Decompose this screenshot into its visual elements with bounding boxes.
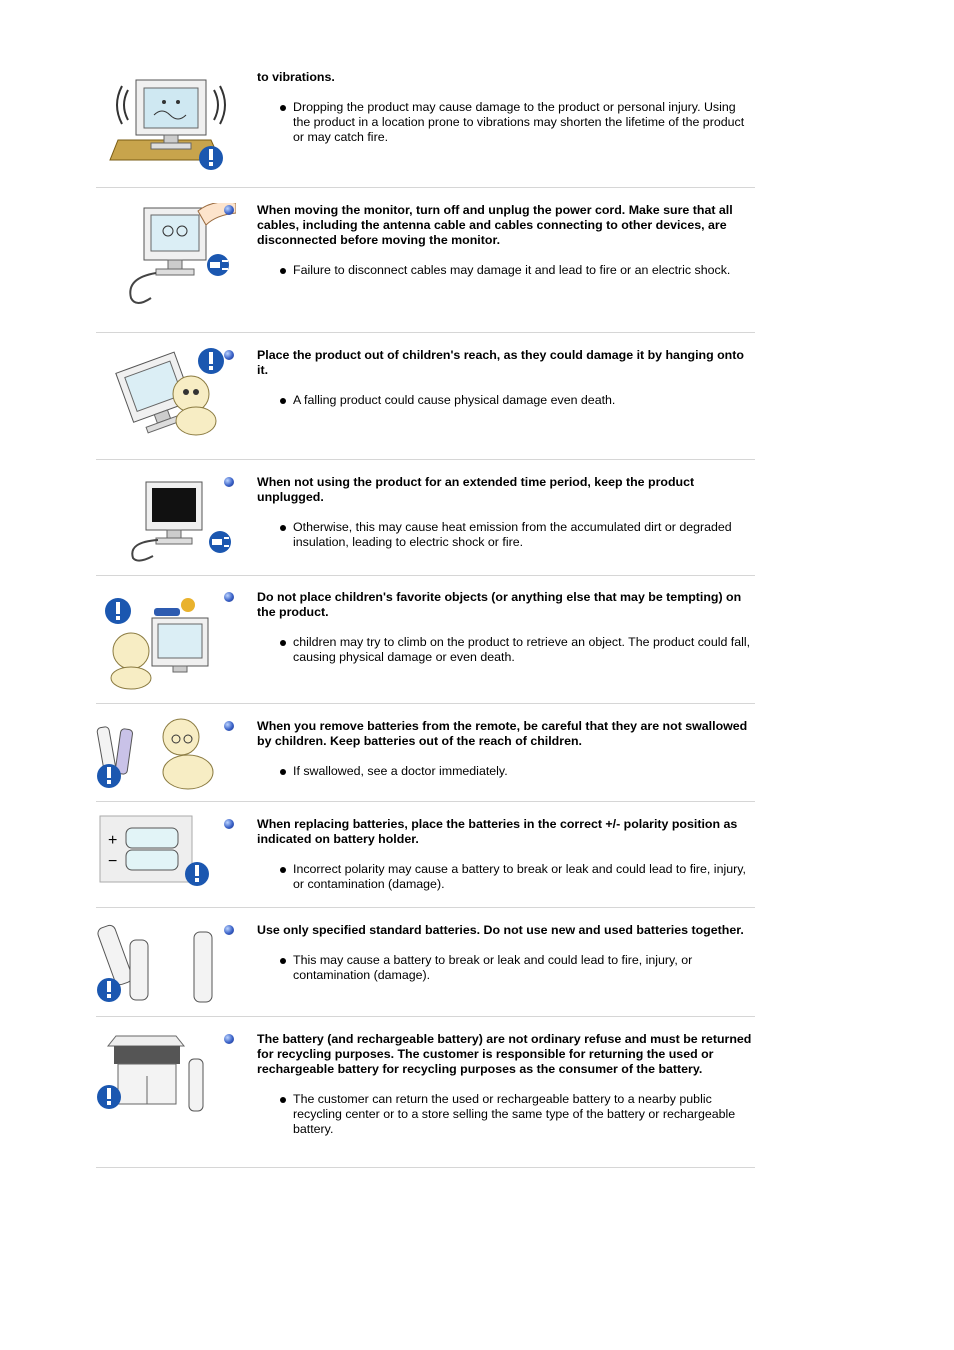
list-item: children may try to climb on the product to retrieve an object. The product could fall, causing physical damage or even death. — [293, 635, 755, 665]
battery-recycling-illustration — [96, 1031, 236, 1116]
unplug-icon — [209, 531, 231, 553]
section-moving-monitor — [96, 188, 755, 333]
section-standard-batteries — [96, 908, 755, 1017]
vibrating-monitor-illustration — [96, 70, 236, 180]
heading-bullet-icon — [224, 819, 234, 829]
section-text — [240, 923, 755, 983]
heading-bullet-icon — [224, 205, 234, 215]
section-unplugged — [96, 460, 755, 576]
section-children-reach — [96, 333, 755, 460]
section-bullets — [240, 862, 755, 892]
heading-bullet-icon — [224, 477, 234, 487]
section-battery-recycling — [96, 1017, 755, 1168]
section-bullets — [240, 1092, 755, 1137]
safety-instructions — [96, 70, 755, 1168]
child-hanging-monitor-illustration — [96, 346, 236, 441]
section-tempting-objects — [96, 576, 755, 704]
section-text — [240, 475, 755, 550]
heading-bullet-icon — [224, 925, 234, 935]
section-text — [240, 70, 755, 145]
section-bullets — [240, 100, 755, 145]
section-heading: When you remove batteries from the remote, be careful that they are not swallowed by children. Keep batteries out of the reach of children. — [257, 719, 748, 748]
section-bullets — [240, 635, 755, 665]
section-heading: Use only specified standard batteries. Do not use new and used batteries together. — [257, 923, 744, 937]
list-item: A falling product could cause physical damage even death. — [293, 393, 755, 408]
heading-bullet-icon — [224, 721, 234, 731]
section-text — [240, 1032, 755, 1137]
section-text — [240, 719, 755, 779]
section-vibrations — [96, 70, 755, 188]
unplugged-monitor-illustration — [96, 480, 236, 565]
toys-on-monitor-illustration — [96, 596, 236, 691]
section-heading: The battery (and rechargeable battery) are not ordinary refuse and must be returned for recycling purposes. The customer is responsible for returning the used or rechargeable battery for recycling purposes as the consumer of the battery. — [257, 1032, 752, 1076]
section-swallowed-batteries — [96, 704, 755, 802]
section-text — [240, 817, 755, 892]
section-bullets — [240, 520, 755, 550]
section-bullets — [240, 764, 755, 779]
section-text — [240, 590, 755, 665]
battery-polarity-illustration — [96, 814, 236, 889]
section-heading: to vibrations. — [257, 70, 335, 84]
list-item: Otherwise, this may cause heat emission from the accumulated dirt or degraded insulation, leading to electric shock or fire. — [293, 520, 755, 550]
warning-icon — [199, 146, 223, 170]
polarity-minus-label: − — [108, 853, 118, 870]
unplug-icon — [207, 254, 229, 276]
section-heading: When moving the monitor, turn off and unplug the power cord. Make sure that all cables, including the antenna cable and cables connecting to other devices, are disconnected before moving the monitor. — [257, 203, 733, 247]
section-text — [240, 203, 755, 278]
warning-icon — [97, 764, 121, 788]
list-item: If swallowed, see a doctor immediately. — [293, 764, 755, 779]
section-bullets — [240, 263, 755, 278]
section-bullets — [240, 393, 755, 408]
section-bullets — [240, 953, 755, 983]
warning-icon — [105, 598, 131, 624]
heading-bullet-icon — [224, 592, 234, 602]
list-item: Dropping the product may cause damage to the product or personal injury. Using the product in a location prone to vibrations may shorten the lifetime of the product or may catch fire. — [293, 100, 755, 145]
heading-bullet-icon — [224, 1034, 234, 1044]
list-item: This may cause a battery to break or leak and could lead to fire, injury, or contamination (damage). — [293, 953, 755, 983]
warning-icon — [97, 1085, 121, 1109]
list-item: Incorrect polarity may cause a battery to break or leak and could lead to fire, injury, or contamination (damage). — [293, 862, 755, 892]
section-text — [240, 348, 755, 408]
section-heading: When not using the product for an extended time period, keep the product unplugged. — [257, 475, 695, 504]
moving-monitor-illustration — [96, 203, 236, 308]
section-heading: When replacing batteries, place the batteries in the correct +/- polarity position as indicated on battery holder. — [257, 817, 738, 846]
heading-bullet-icon — [224, 350, 234, 360]
warning-icon — [97, 978, 121, 1002]
section-heading: Do not place children's favorite objects (or anything else that may be tempting) on the product. — [257, 590, 742, 619]
section-heading: Place the product out of children's reach, as they could damage it by hanging onto it. — [257, 348, 744, 377]
polarity-plus-label: + — [108, 832, 118, 849]
mixed-batteries-illustration — [96, 920, 236, 1005]
child-batteries-illustration — [96, 717, 236, 792]
warning-icon — [198, 348, 224, 374]
warning-icon — [185, 862, 209, 886]
section-battery-polarity — [96, 802, 755, 908]
list-item: The customer can return the used or rechargeable battery to a nearby public recycling center or to a store selling the same type of the battery or rechargeable battery. — [293, 1092, 755, 1137]
list-item: Failure to disconnect cables may damage it and lead to fire or an electric shock. — [293, 263, 755, 278]
